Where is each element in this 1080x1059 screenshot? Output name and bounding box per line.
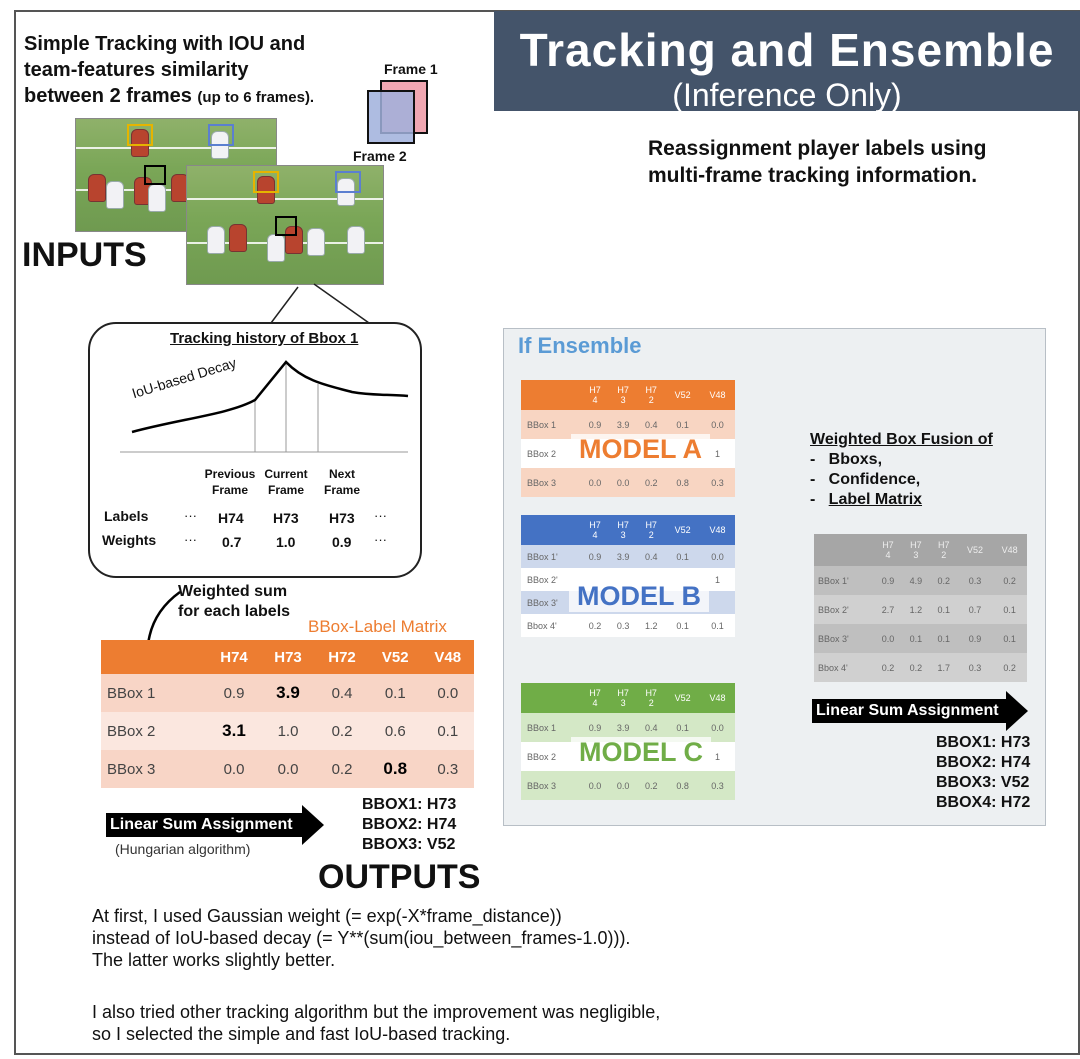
lsa-left-arrowhead xyxy=(302,805,324,845)
model-b-table: H7 4 H7 3 H7 2 V52 V48 BBox 1' 0.9 3.9 0.4 0.1 0.0 BBox 2' 1 BBox 3' Bbox 4' 0.2 0.3 1.2 0.1 0.1 MODEL B xyxy=(521,515,735,637)
reassign-text: Reassignment player labels using multi-frame tracking information. xyxy=(648,137,987,187)
decay-label: IoU-based Decay xyxy=(130,354,239,402)
matrix-title: BBox-Label Matrix xyxy=(308,617,447,636)
model-row: BBox 1 0.9 3.9 0.4 0.1 0.0 xyxy=(521,713,735,742)
lsa-right-arrow: Linear Sum Assignment xyxy=(812,699,1012,723)
label-prev: H74 xyxy=(218,510,244,526)
label-next: H73 xyxy=(329,510,355,526)
model-row: Bbox 4' 0.2 0.3 1.2 0.1 0.1 xyxy=(521,614,735,637)
lsa-right-arrowhead xyxy=(1006,691,1028,731)
fused-matrix: H7 4 H7 3 H7 2 V52 V48 BBox 1' 0.9 4.9 0.2 0.3 0.2 BBox 2' 2.7 1.2 0.1 0.7 0.1 BBox 3' 0.0 0.1 0.1 0.9 0.1 Bbox 4' 0.2 0.2 1.7 0.3 0.2 xyxy=(814,534,1027,682)
lsa-left-arrow: Linear Sum Assignment xyxy=(106,813,308,837)
fused-row: BBox 2' 2.7 1.2 0.1 0.7 0.1 xyxy=(814,595,1027,624)
model-name-label: MODEL B xyxy=(569,581,709,612)
model-row: BBox 1' 0.9 3.9 0.4 0.1 0.0 xyxy=(521,545,735,568)
intro-text: Simple Tracking with IOU and team-features similarity between 2 frames (up to 6 frames). xyxy=(24,33,315,107)
hungarian-note: (Hungarian algorithm) xyxy=(115,841,251,857)
ensemble-title: If Ensemble xyxy=(518,333,642,358)
weights-ellipsis-right: ··· xyxy=(374,532,387,547)
labels-row-name: Labels xyxy=(104,508,149,524)
matrix-header: V52 xyxy=(381,648,409,666)
weight-prev: 0.7 xyxy=(222,534,242,550)
model-a-table: H7 4 H7 3 H7 2 V52 V48 BBox 1 0.9 3.9 0.4 0.1 0.0 BBox 2 1 BBox 3 0.0 0.0 0.2 0.8 0.3 MODEL A xyxy=(521,380,735,497)
page-subtitle: (Inference Only) xyxy=(672,77,902,113)
matrix-row: BBox 2 3.1 1.0 0.2 0.6 0.1 xyxy=(101,712,474,750)
history-title: Tracking history of Bbox 1 xyxy=(170,330,359,347)
matrix-header-row xyxy=(101,640,474,674)
weights-ellipsis-left: ··· xyxy=(184,532,197,547)
bbox-label-matrix xyxy=(101,640,474,788)
inputs-label: INPUTS xyxy=(22,236,147,274)
result-right: BBOX1: H73 BBOX2: H74 BBOX3: V52 BBOX4: H72 xyxy=(936,734,1031,811)
weights-row-name: Weights xyxy=(102,532,157,548)
label-current: H73 xyxy=(273,510,299,526)
model-row: BBox 3 0.0 0.0 0.2 0.8 0.3 xyxy=(521,771,735,800)
footer-paragraph-2: I also tried other tracking algorithm but the improvement was negligible, so I selected the simple and fast IoU-based tracking. xyxy=(92,1002,661,1044)
fused-row: Bbox 4' 0.2 0.2 1.7 0.3 0.2 xyxy=(814,653,1027,682)
matrix-header: H73 xyxy=(274,648,302,666)
frame1-label: Frame 1 xyxy=(384,61,438,77)
labels-ellipsis-right: ··· xyxy=(374,508,387,523)
weighted-sum-text: Weighted sum for each labels xyxy=(178,583,291,620)
weight-next: 0.9 xyxy=(332,534,352,550)
fused-row: BBox 1' 0.9 4.9 0.2 0.3 0.2 xyxy=(814,566,1027,595)
matrix-header: H72 xyxy=(328,648,356,666)
frame-prev-label: Previous Frame xyxy=(204,467,256,497)
matrix-header: H74 xyxy=(220,648,248,666)
model-row: BBox 3 0.0 0.0 0.2 0.8 0.3 xyxy=(521,468,735,497)
tracking-history-callout xyxy=(88,322,422,578)
page-title: Tracking and Ensemble xyxy=(519,24,1055,76)
result-left: BBOX1: H73 BBOX2: H74 BBOX3: V52 xyxy=(362,796,457,853)
matrix-row: BBox 3 0.0 0.0 0.2 0.8 0.3 xyxy=(101,750,474,788)
outputs-label: OUTPUTS xyxy=(318,858,481,896)
model-name-label: MODEL C xyxy=(571,737,711,768)
wbf-text: Weighted Box Fusion of - Bboxs, - Confidence, - Label Matrix xyxy=(810,431,993,508)
model-row: BBox 2 1 xyxy=(521,742,735,771)
frame2-label: Frame 2 xyxy=(353,148,407,164)
labels-ellipsis-left: ··· xyxy=(184,508,197,523)
frame-next-label: Next Frame xyxy=(323,467,361,497)
footer-paragraph-1: At first, I used Gaussian weight (= exp(-X*frame_distance)) instead of IoU-based decay (= Y**(sum(iou_between_frames-1.0))). The latter works slightly better. xyxy=(92,906,631,970)
model-row: BBox 1 0.9 3.9 0.4 0.1 0.0 xyxy=(521,410,735,439)
matrix-row: BBox 1 0.9 3.9 0.4 0.1 0.0 xyxy=(101,674,474,712)
model-row: BBox 2 1 xyxy=(521,439,735,468)
model-row: BBox 2' 1 xyxy=(521,568,735,591)
model-name-label: MODEL A xyxy=(571,434,710,465)
model-row: BBox 3' xyxy=(521,591,735,614)
fused-row: BBox 3' 0.0 0.1 0.1 0.9 0.1 xyxy=(814,624,1027,653)
weight-current: 1.0 xyxy=(276,534,296,550)
model-c-table: H7 4 H7 3 H7 2 V52 V48 BBox 1 0.9 3.9 0.4 0.1 0.0 BBox 2 1 BBox 3 0.0 0.0 0.2 0.8 0.3 MODEL C xyxy=(521,683,735,800)
frame-current-label: Current Frame xyxy=(264,467,308,497)
matrix-header: V48 xyxy=(434,648,462,666)
